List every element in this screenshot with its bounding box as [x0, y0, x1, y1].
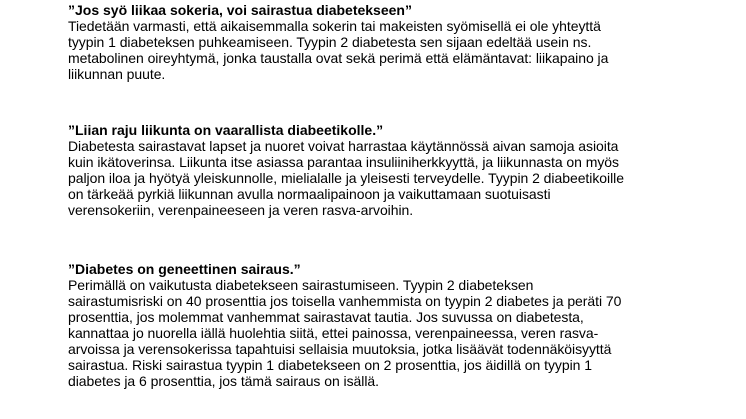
section-body — [68, 277, 621, 389]
body-line: Tiedetään varmasti, että aikaisemmalla sokerin tai makeisten syömisellä ei ole yhteyttä — [68, 18, 601, 34]
body-line: sairastua. Riski sairastua tyypin 1 diabetekseen on 2 prosenttia, jos äidillä on tyypin 1 — [68, 357, 592, 373]
body-line: liikunnan puute. — [68, 66, 166, 82]
section-heading: ”Diabetes on geneettinen sairaus.” — [68, 261, 301, 277]
body-line: Diabetesta sairastavat lapset ja nuoret voivat harrastaa käytännössä aivan samoja asioita — [68, 138, 619, 154]
section-genetic-myth — [68, 259, 621, 389]
body-line: diabetes ja 6 prosenttia, jos tämä sairaus on isällä. — [68, 373, 379, 389]
body-line: arvoissa ja verensokerissa tapahtuisi sellaisia muutoksia, jotka lisäävät todennäköisyyttä — [68, 341, 612, 357]
body-line: kannattaa jo nuorella iällä huolehtia siitä, ettei painossa, verenpaineessa, veren rasva- — [68, 325, 599, 341]
section-body — [68, 138, 624, 218]
section-heading: ”Liian raju liikunta on vaarallista diabeetikolle.” — [68, 122, 384, 138]
body-line: paljon iloa ja hyötyä yleiskunnolle, mielialalle ja yleisesti terveydelle. Tyypin 2 diabeetikoille — [68, 170, 624, 186]
body-line: sairastumisriski on 40 prosenttia jos toisella vanhemmista on tyypin 2 diabetes ja peräti 70 — [68, 293, 622, 309]
body-line: Perimällä on vaikutusta diabetekseen sairastumiseen. Tyypin 2 diabeteksen — [68, 277, 534, 293]
section-body — [68, 18, 608, 82]
section-exercise-myth — [68, 120, 624, 218]
body-line: metabolinen oireyhtymä, jonka taustalla ovat sekä perimä että elämäntavat: liikapaino ja — [68, 50, 609, 66]
body-line: tyypin 1 diabeteksen puhkeamiseen. Tyypin 2 diabetesta sen sijaan edeltää usein ns. — [68, 34, 592, 50]
body-line: prosenttia, jos molemmat vanhemmat sairastavat tautia. Jos suvussa on diabetesta, — [68, 309, 584, 325]
body-line: verensokeriin, verenpaineeseen ja veren rasva-arvoihin. — [68, 202, 414, 218]
body-line: on tärkeää pyrkiä liikunnan avulla normaalipainoon ja vaikuttamaan suotuisasti — [68, 186, 551, 202]
body-line: kuin ikätoverinsa. Liikunta itse asiassa parantaa insuliiniherkkyyttä, ja liikunnasta on myös — [68, 154, 619, 170]
section-heading: ”Jos syö liikaa sokeria, voi sairastua diabetekseen” — [68, 2, 412, 18]
section-sugar-myth — [68, 0, 608, 82]
